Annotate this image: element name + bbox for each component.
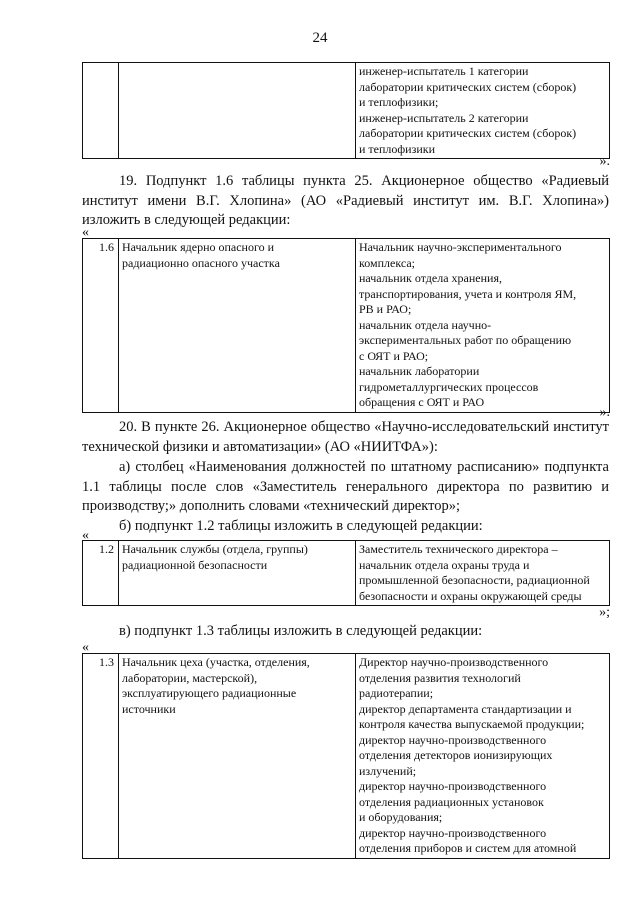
cell-line: инженер-испытатель 2 категории <box>359 110 529 125</box>
paragraph-20a: а) столбец «Наименования должностей по штатному расписанию» подпункта 1.1 таблицы после слов «Заместитель генерального директора по развитию и производству;» дополнить словами «технический директор»; <box>82 459 609 514</box>
cell-line: отделения развития технологий <box>359 670 521 685</box>
position-cell <box>119 63 356 159</box>
cell-line: Директор научно-производственного <box>359 655 549 669</box>
cell-line: радиотерапии; <box>359 686 434 700</box>
cell-line: лаборатории критических систем (сборок) <box>359 126 577 140</box>
cell-line: промышленной безопасности, радиационной <box>359 573 590 587</box>
cell-line: начальник отдела научно- <box>359 317 492 332</box>
opening-quote: « <box>82 528 89 543</box>
paragraph-20v: в) подпункт 1.3 таблицы изложить в следующей редакции: <box>119 623 483 639</box>
paragraph-20b: б) подпункт 1.2 таблицы изложить в следующей редакции: <box>119 518 483 534</box>
cell-line: источники <box>122 701 176 716</box>
cell-line: гидрометаллургических процессов <box>359 379 539 394</box>
cell-line: отделения детекторов ионизирующих <box>359 748 553 762</box>
position-cell <box>119 239 356 413</box>
table-row <box>83 541 610 606</box>
replacement-positions-cell <box>356 654 610 859</box>
cell-line: и теплофизики; <box>359 95 439 109</box>
table-row <box>83 654 610 859</box>
table-item-1-6 <box>82 238 610 413</box>
cell-line: начальник отдела хранения, <box>359 271 502 285</box>
replacement-positions-cell <box>356 239 610 413</box>
cell-line: Начальник службы (отдела, группы) <box>122 542 308 556</box>
cell-line: комплекса; <box>359 255 415 270</box>
cell-line: Начальник ядерно опасного и <box>122 240 275 254</box>
cell-line: радиационно опасного участка <box>122 255 280 270</box>
cell-line: эксплуатирующего радиационные <box>122 686 297 700</box>
row-number: 1.2 <box>83 541 119 606</box>
cell-line: отделения радиационных установок <box>359 794 544 809</box>
paragraph-19: 19. Подпункт 1.6 таблицы пункта 25. Акционерное общество «Радиевый институт имени В.Г. Хлопина» (АО «Радиевый институт им. В.Г. Хлопина») изложить в следующей редакции: <box>82 173 609 228</box>
row-number: 1.6 <box>83 239 119 413</box>
position-cell <box>119 541 356 606</box>
cell-line: Начальник цеха (участка, отделения, <box>122 655 310 669</box>
table-row <box>83 239 610 413</box>
cell-line: директор департамента стандартизации и <box>359 701 572 716</box>
table-item-1-3 <box>82 653 610 859</box>
cell-line: директор научно-производственного <box>359 825 547 840</box>
position-cell <box>119 654 356 859</box>
replacement-positions-cell <box>356 541 610 606</box>
cell-line: контроля качества выпускаемой продукции; <box>359 717 585 731</box>
cell-line: транспортирования, учета и контроля ЯМ, <box>359 286 577 301</box>
cell-line: лаборатории, мастерской), <box>122 670 258 685</box>
cell-line: обращения с ОЯТ и РАО <box>359 395 485 409</box>
cell-line: радиационной безопасности <box>122 557 268 572</box>
closing-quote: »; <box>599 605 610 620</box>
cell-line: директор научно-производственного <box>359 732 547 747</box>
row-number: 1.3 <box>83 654 119 859</box>
cell-line: РВ и РАО; <box>359 302 412 316</box>
cell-line: начальник отдела охраны труда и <box>359 557 530 572</box>
cell-line: директор научно-производственного <box>359 779 547 793</box>
cell-line: и теплофизики <box>359 141 436 156</box>
row-number <box>83 63 119 159</box>
table-row <box>83 63 610 159</box>
cell-line: начальник лаборатории <box>359 364 480 378</box>
table-item-1-2 <box>82 540 610 606</box>
cell-line: с ОЯТ и РАО; <box>359 348 429 363</box>
cell-line: и оборудования; <box>359 810 443 824</box>
page-number: 24 <box>312 30 328 46</box>
cell-line: отделения приборов и систем для атомной <box>359 841 577 855</box>
opening-quote: « <box>82 225 89 240</box>
cell-line: Заместитель технического директора – <box>359 542 558 556</box>
cell-line: безопасности и охраны окружающей среды <box>359 588 582 603</box>
paragraph-20: 20. В пункте 26. Акционерное общество «Научно-исследовательский институт технической физики и автоматизации» (АО «НИИТФА»): <box>82 419 609 455</box>
closing-quote: ». <box>599 154 610 169</box>
closing-quote: ». <box>599 405 610 420</box>
cell-line: излучений; <box>359 763 417 778</box>
cell-line: экспериментальных работ по обращению <box>359 333 572 347</box>
cell-line: инженер-испытатель 1 категории <box>359 64 529 78</box>
replacement-positions-cell <box>356 63 610 159</box>
table-continuation <box>82 62 610 159</box>
cell-line: лаборатории критических систем (сборок) <box>359 79 577 94</box>
cell-line: Начальник научно-экспериментального <box>359 240 562 254</box>
opening-quote: « <box>82 640 89 655</box>
